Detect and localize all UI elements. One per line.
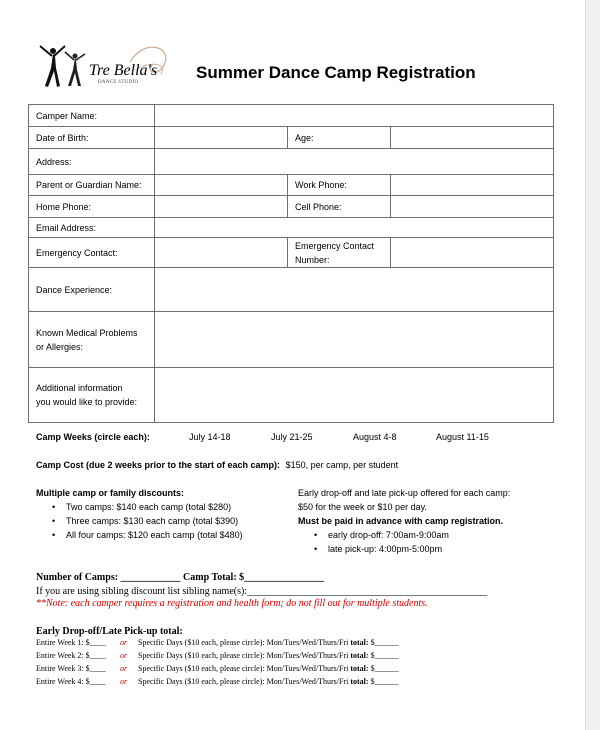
emergency-number-label xyxy=(288,238,391,268)
address-field[interactable] xyxy=(155,149,554,175)
entire-week-text: Entire Week 3: $____ xyxy=(36,664,106,673)
total-blank: $______ xyxy=(370,638,399,647)
camp-week-option[interactable]: August 11-15 xyxy=(436,432,489,442)
additional-label-line2: you would like to provide: xyxy=(36,397,138,407)
parent-field[interactable] xyxy=(155,175,288,196)
camp-weeks-label: Camp Weeks (circle each): xyxy=(36,432,150,442)
total-label: total: xyxy=(350,651,369,660)
specific-days-text: Specific Days ($10 each, please circle): Mon/Tues/Wed/Thurs/Fri xyxy=(138,638,349,647)
early-price: $50 for the week or $10 per day. xyxy=(298,502,427,512)
discount-item-text: Two camps: $140 each camp (total $280) xyxy=(66,502,232,512)
discounts-title: Multiple camp or family discounts: xyxy=(36,488,185,498)
camp-cost-value: $150, per camp, per student xyxy=(285,460,399,470)
logo-subtitle: DANCE STUDIO xyxy=(98,80,139,85)
camp-week-option[interactable]: August 4-8 xyxy=(353,432,397,442)
early-title: Early drop-off and late pick-up offered for each camp: xyxy=(298,488,511,498)
specific-days-text: Specific Days ($10 each, please circle): Mon/Tues/Wed/Thurs/Fri xyxy=(138,664,349,673)
total-label: total: xyxy=(350,664,369,673)
specific-days-text: Specific Days ($10 each, please circle): Mon/Tues/Wed/Thurs/Fri xyxy=(138,651,349,660)
camper-name-label: Camper Name: xyxy=(29,105,155,127)
work-phone-label: Work Phone: xyxy=(288,175,391,196)
form-row xyxy=(29,175,554,196)
number-of-camps-line[interactable]: Number of Camps: ____________ Camp Total: $________________ xyxy=(36,572,325,583)
entire-week-text: Entire Week 1: $____ xyxy=(36,638,106,647)
age-label: Age: xyxy=(288,127,391,149)
form-row xyxy=(29,268,554,312)
dob-field[interactable] xyxy=(155,127,288,149)
medical-label-line2: or Allergies: xyxy=(36,341,84,352)
email-label: Email Address: xyxy=(29,218,155,238)
early-item-text: early drop-off: 7:00am-9:00am xyxy=(328,530,449,540)
form-row xyxy=(29,105,554,127)
early-item: • early drop-off: 7:00am-9:00am xyxy=(314,530,449,540)
or-text: or xyxy=(120,651,128,660)
entire-week-text: Entire Week 2: $____ xyxy=(36,651,106,660)
form-row xyxy=(29,368,554,423)
logo-name: Tre Bella's xyxy=(89,62,158,79)
early-advance-note: Must be paid in advance with camp registration. xyxy=(298,516,504,526)
or-text: or xyxy=(120,677,128,686)
dance-experience-label: Dance Experience: xyxy=(29,268,155,312)
home-phone-label: Home Phone: xyxy=(29,196,155,218)
medical-label xyxy=(29,312,155,368)
total-blank: $______ xyxy=(370,677,399,686)
emergency-number-field[interactable] xyxy=(391,238,554,268)
emergency-contact-label: Emergency Contact: xyxy=(29,238,155,268)
medical-field[interactable] xyxy=(155,312,554,368)
early-item: • late pick-up: 4:00pm-5:00pm xyxy=(314,544,443,554)
early-total-row[interactable] xyxy=(36,677,399,686)
home-phone-field[interactable] xyxy=(155,196,288,218)
dob-label: Date of Birth: xyxy=(29,127,155,149)
total-blank: $______ xyxy=(370,664,399,673)
dance-experience-field[interactable] xyxy=(155,268,554,312)
camp-cost-line xyxy=(36,460,398,470)
specific-days-text: Specific Days ($10 each, please circle): Mon/Tues/Wed/Thurs/Fri xyxy=(138,677,349,686)
form-row xyxy=(29,238,554,268)
camper-name-field[interactable] xyxy=(155,105,554,127)
early-total-title: Early Drop-off/Late Pick-up total: xyxy=(36,626,183,637)
cell-phone-label: Cell Phone: xyxy=(288,196,391,218)
emergency-number-label-line1: Emergency Contact xyxy=(295,240,375,251)
total-blank: $______ xyxy=(370,651,399,660)
form-row xyxy=(29,196,554,218)
camp-cost-label: Camp Cost (due 2 weeks prior to the start of each camp): xyxy=(36,460,281,470)
additional-info-field[interactable] xyxy=(155,368,554,423)
additional-info-label xyxy=(29,368,155,423)
medical-label-line1: Known Medical Problems xyxy=(36,327,138,338)
email-field[interactable] xyxy=(155,218,554,238)
total-label: total: xyxy=(350,638,369,647)
camp-week-option[interactable]: July 21-25 xyxy=(271,432,313,442)
form-row xyxy=(29,218,554,238)
discount-item: • All four camps: $120 each camp (total $480) xyxy=(52,530,243,540)
discount-item: • Three camps: $130 each camp (total $390) xyxy=(52,516,239,526)
discount-item-text: All four camps: $120 each camp (total $480) xyxy=(66,530,243,540)
age-field[interactable] xyxy=(391,127,554,149)
page-title: Summer Dance Camp Registration xyxy=(196,63,476,82)
form-row xyxy=(29,127,554,149)
parent-label: Parent or Guardian Name: xyxy=(29,175,155,196)
vertical-scrollbar[interactable] xyxy=(585,0,600,730)
early-total-row[interactable] xyxy=(36,651,399,660)
form-row xyxy=(29,312,554,368)
cell-phone-field[interactable] xyxy=(391,196,554,218)
sibling-line[interactable]: If you are using sibling discount list sibling name(s):________________________________________________ xyxy=(36,586,488,597)
or-text: or xyxy=(120,638,128,647)
early-item-text: late pick-up: 4:00pm-5:00pm xyxy=(328,544,443,554)
early-total-row[interactable] xyxy=(36,638,399,647)
or-text: or xyxy=(120,664,128,673)
note-text: **Note: each camper requires a registration and health form; do not fill out for multiple students. xyxy=(36,598,428,609)
camp-week-option[interactable]: July 14-18 xyxy=(189,432,231,442)
entire-week-text: Entire Week 4: $____ xyxy=(36,677,106,686)
work-phone-field[interactable] xyxy=(391,175,554,196)
emergency-number-label-line2: Number: xyxy=(295,254,330,265)
registration-form-table xyxy=(28,104,554,423)
early-total-row[interactable] xyxy=(36,664,399,673)
form-row xyxy=(29,149,554,175)
total-label: total: xyxy=(350,677,369,686)
discount-item-text: Three camps: $130 each camp (total $390) xyxy=(66,516,239,526)
emergency-contact-field[interactable] xyxy=(155,238,288,268)
additional-label-line1: Additional information xyxy=(36,383,123,393)
discount-item: • Two camps: $140 each camp (total $280) xyxy=(52,502,232,512)
address-label: Address: xyxy=(29,149,155,175)
